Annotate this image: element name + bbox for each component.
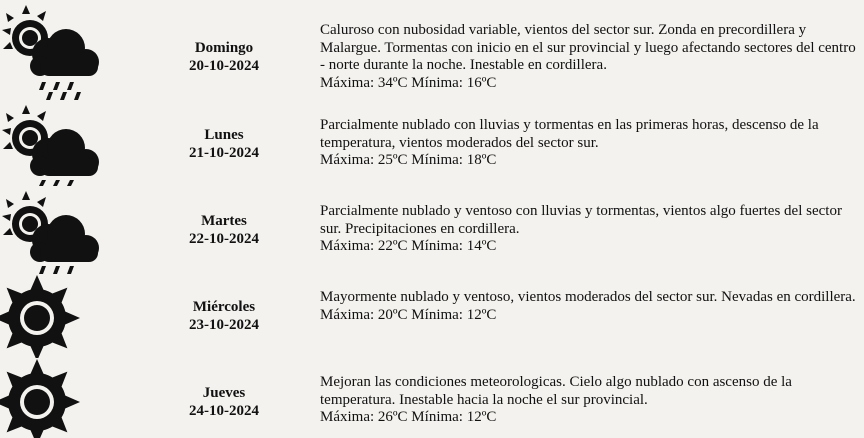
temperature-range: Máxima: 20ºC Mínima: 12ºC (320, 306, 497, 323)
day-label (180, 212, 268, 248)
sun-icon (0, 358, 104, 438)
day-label (180, 126, 268, 162)
day-label (180, 298, 268, 334)
forecast-description (320, 117, 860, 170)
forecast-description (320, 203, 860, 256)
forecast-row-miercoles (0, 272, 864, 358)
day-date: 22-10-2024 (189, 231, 259, 247)
sun-cloud-rain-icon (0, 0, 104, 86)
sun-icon (0, 272, 104, 358)
sun-cloud-rain-icon (0, 186, 104, 272)
forecast-description (320, 22, 860, 92)
forecast-row-lunes (0, 100, 864, 186)
day-name: Jueves (202, 385, 246, 401)
description-text: Mayormente nublado y ventoso, vientos moderados del sector sur. Nevadas en cordillera. (320, 289, 856, 305)
temperature-range: Máxima: 34ºC Mínima: 16ºC (320, 74, 497, 91)
day-label (180, 384, 268, 420)
day-name: Domingo (194, 40, 254, 56)
day-name: Miércoles (192, 299, 256, 315)
sun-cloud-rain-icon (0, 100, 104, 186)
temperature-range: Máxima: 25ºC Mínima: 18ºC (320, 152, 497, 168)
day-label (180, 39, 268, 75)
temperature-range: Máxima: 22ºC Mínima: 14ºC (320, 238, 497, 254)
forecast-row-jueves (0, 358, 864, 438)
temperature-range: Máxima: 26ºC Mínima: 12ºC (320, 409, 497, 425)
forecast-row-martes (0, 186, 864, 272)
forecast-description (320, 289, 860, 324)
day-name: Lunes (204, 127, 244, 143)
forecast-description (320, 374, 860, 427)
description-text: Caluroso con nubosidad variable, vientos del sector sur. Zonda en precordillera y Malargue. Tormentas con inicio en el sur provincial y luego afectando sectores del centro - norte durante la noche. Inestable en cordillera. (320, 22, 856, 73)
description-text: Mejoran las condiciones meteorologicas. Cielo algo nublado con ascenso de la temperatura. Inestable hacia la noche el sur provincial. (320, 374, 792, 408)
description-text: Parcialmente nublado y ventoso con lluvias y tormentas, vientos algo fuertes del sector sur. Precipitaciones en cordillera. (320, 203, 842, 237)
day-date: 20-10-2024 (189, 58, 259, 74)
day-date: 23-10-2024 (189, 317, 259, 333)
description-text: Parcialmente nublado con lluvias y tormentas en las primeras horas, descenso de la temperatura, vientos moderados del sector sur. (320, 117, 819, 151)
day-name: Martes (201, 213, 247, 229)
forecast-row-domingo (0, 0, 864, 91)
day-date: 24-10-2024 (189, 403, 259, 419)
day-date: 21-10-2024 (189, 145, 259, 161)
